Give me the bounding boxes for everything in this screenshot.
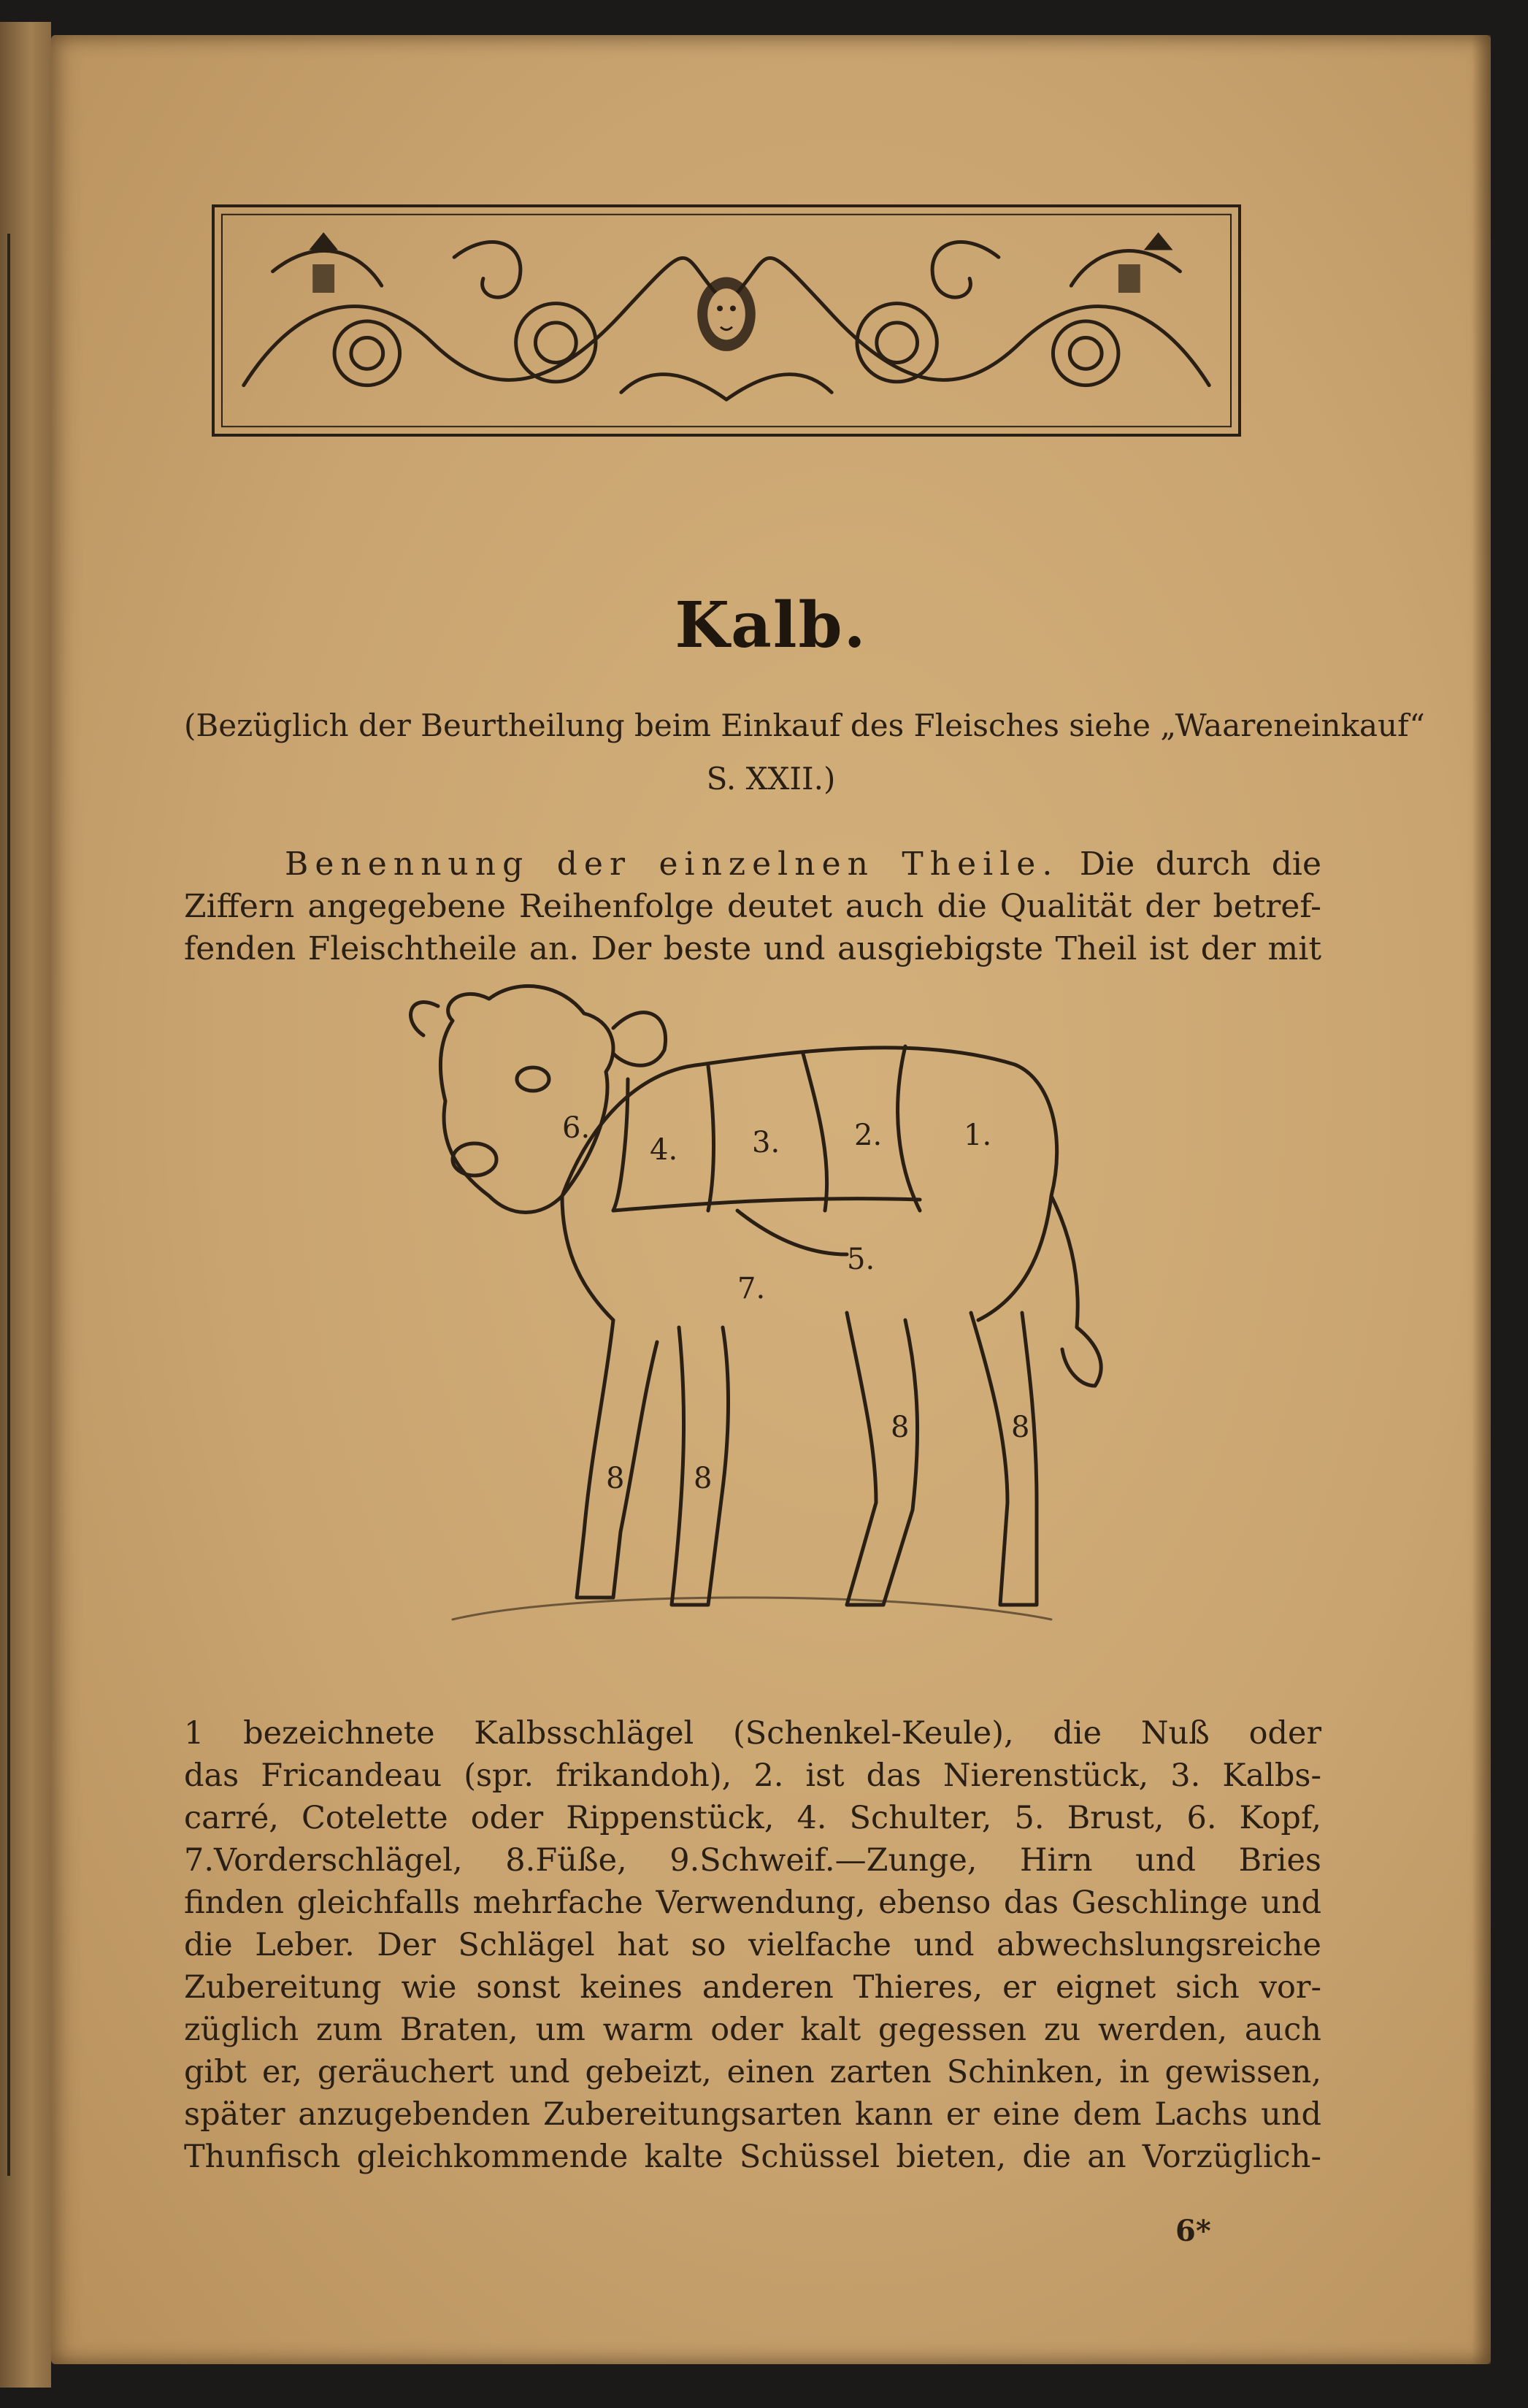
cut-label-4: 4. bbox=[650, 1133, 678, 1167]
cut-label-7: 7. bbox=[737, 1272, 766, 1305]
cut-label-8b: 8 bbox=[694, 1462, 713, 1495]
body-line-9: gibt er, geräuchert und gebeizt, einen zarten Schinken, in gewissen, bbox=[184, 2054, 1321, 2090]
page-title: Kalb. bbox=[675, 588, 867, 662]
book-page bbox=[51, 35, 1491, 2364]
left-page-edge bbox=[0, 22, 51, 2388]
body-line-6: die Leber. Der Schlägel hat so vielfache und abwechslungsreiche bbox=[184, 1927, 1321, 1963]
body-line-7: Zubereitung wie sonst keines anderen Thieres, er eignet sich vor- bbox=[184, 1969, 1321, 2006]
cut-label-6: 6. bbox=[562, 1111, 591, 1145]
body-line-11: Thunfisch gleichkommende kalte Schüssel bieten, die an Vorzüglich- bbox=[184, 2139, 1321, 2175]
ornament-header bbox=[212, 204, 1241, 437]
cut-label-8d: 8 bbox=[1011, 1411, 1030, 1444]
body-line-2: das Fricandeau (spr. frikandoh), 2. ist das Nierenstück, 3. Kalbs- bbox=[184, 1757, 1321, 1794]
reference-line-1: (Bezüglich der Beurtheilung beim Einkauf des Fleisches siehe „Waareneinkauf“ bbox=[184, 708, 1425, 743]
cut-label-3: 3. bbox=[752, 1126, 780, 1159]
cut-label-8a: 8 bbox=[606, 1462, 625, 1495]
body-line-8: züglich zum Braten, um warm oder kalt gegessen zu werden, auch bbox=[184, 2012, 1321, 2048]
intro-line-1-rest: Die durch die bbox=[1079, 846, 1321, 883]
intro-line-2: Ziffern angegebene Reihenfolge deutet auch die Qualität der betref- bbox=[184, 888, 1321, 925]
intro-heading: Benennung der einzelnen Theile. bbox=[285, 846, 1059, 883]
reference-line-2: S. XXII.) bbox=[706, 761, 836, 797]
ornament-graphic bbox=[215, 207, 1238, 434]
body-line-4: 7.Vorderschlägel, 8.Füße, 9.Schweif.—Zunge, Hirn und Bries bbox=[184, 1842, 1321, 1879]
cut-label-5: 5. bbox=[847, 1243, 875, 1276]
left-page-rule bbox=[7, 234, 10, 2176]
cut-label-2: 2. bbox=[854, 1119, 883, 1152]
page-edge-shadow bbox=[1472, 35, 1491, 2364]
intro-line-3: fenden Fleischtheile an. Der beste und ausgiebigste Theil ist der mit bbox=[184, 930, 1321, 967]
calf-illustration bbox=[394, 977, 1110, 1692]
printer-signature: 6* bbox=[1175, 2214, 1211, 2248]
cut-label-8c: 8 bbox=[891, 1411, 910, 1444]
calf-drawing bbox=[394, 977, 1110, 1692]
body-line-1: 1 bezeichnete Kalbsschlägel (Schenkel-Keule), die Nuß oder bbox=[184, 1715, 1321, 1752]
body-line-10: später anzugebenden Zubereitungsarten kann er eine dem Lachs und bbox=[184, 2096, 1321, 2133]
cut-label-1: 1. bbox=[964, 1119, 992, 1152]
body-line-3: carré, Cotelette oder Rippenstück, 4. Schulter, 5. Brust, 6. Kopf, bbox=[184, 1800, 1321, 1836]
body-line-5: finden gleichfalls mehrfache Verwendung, ebenso das Geschlinge und bbox=[184, 1884, 1321, 1921]
intro-line-1 bbox=[285, 848, 1321, 881]
